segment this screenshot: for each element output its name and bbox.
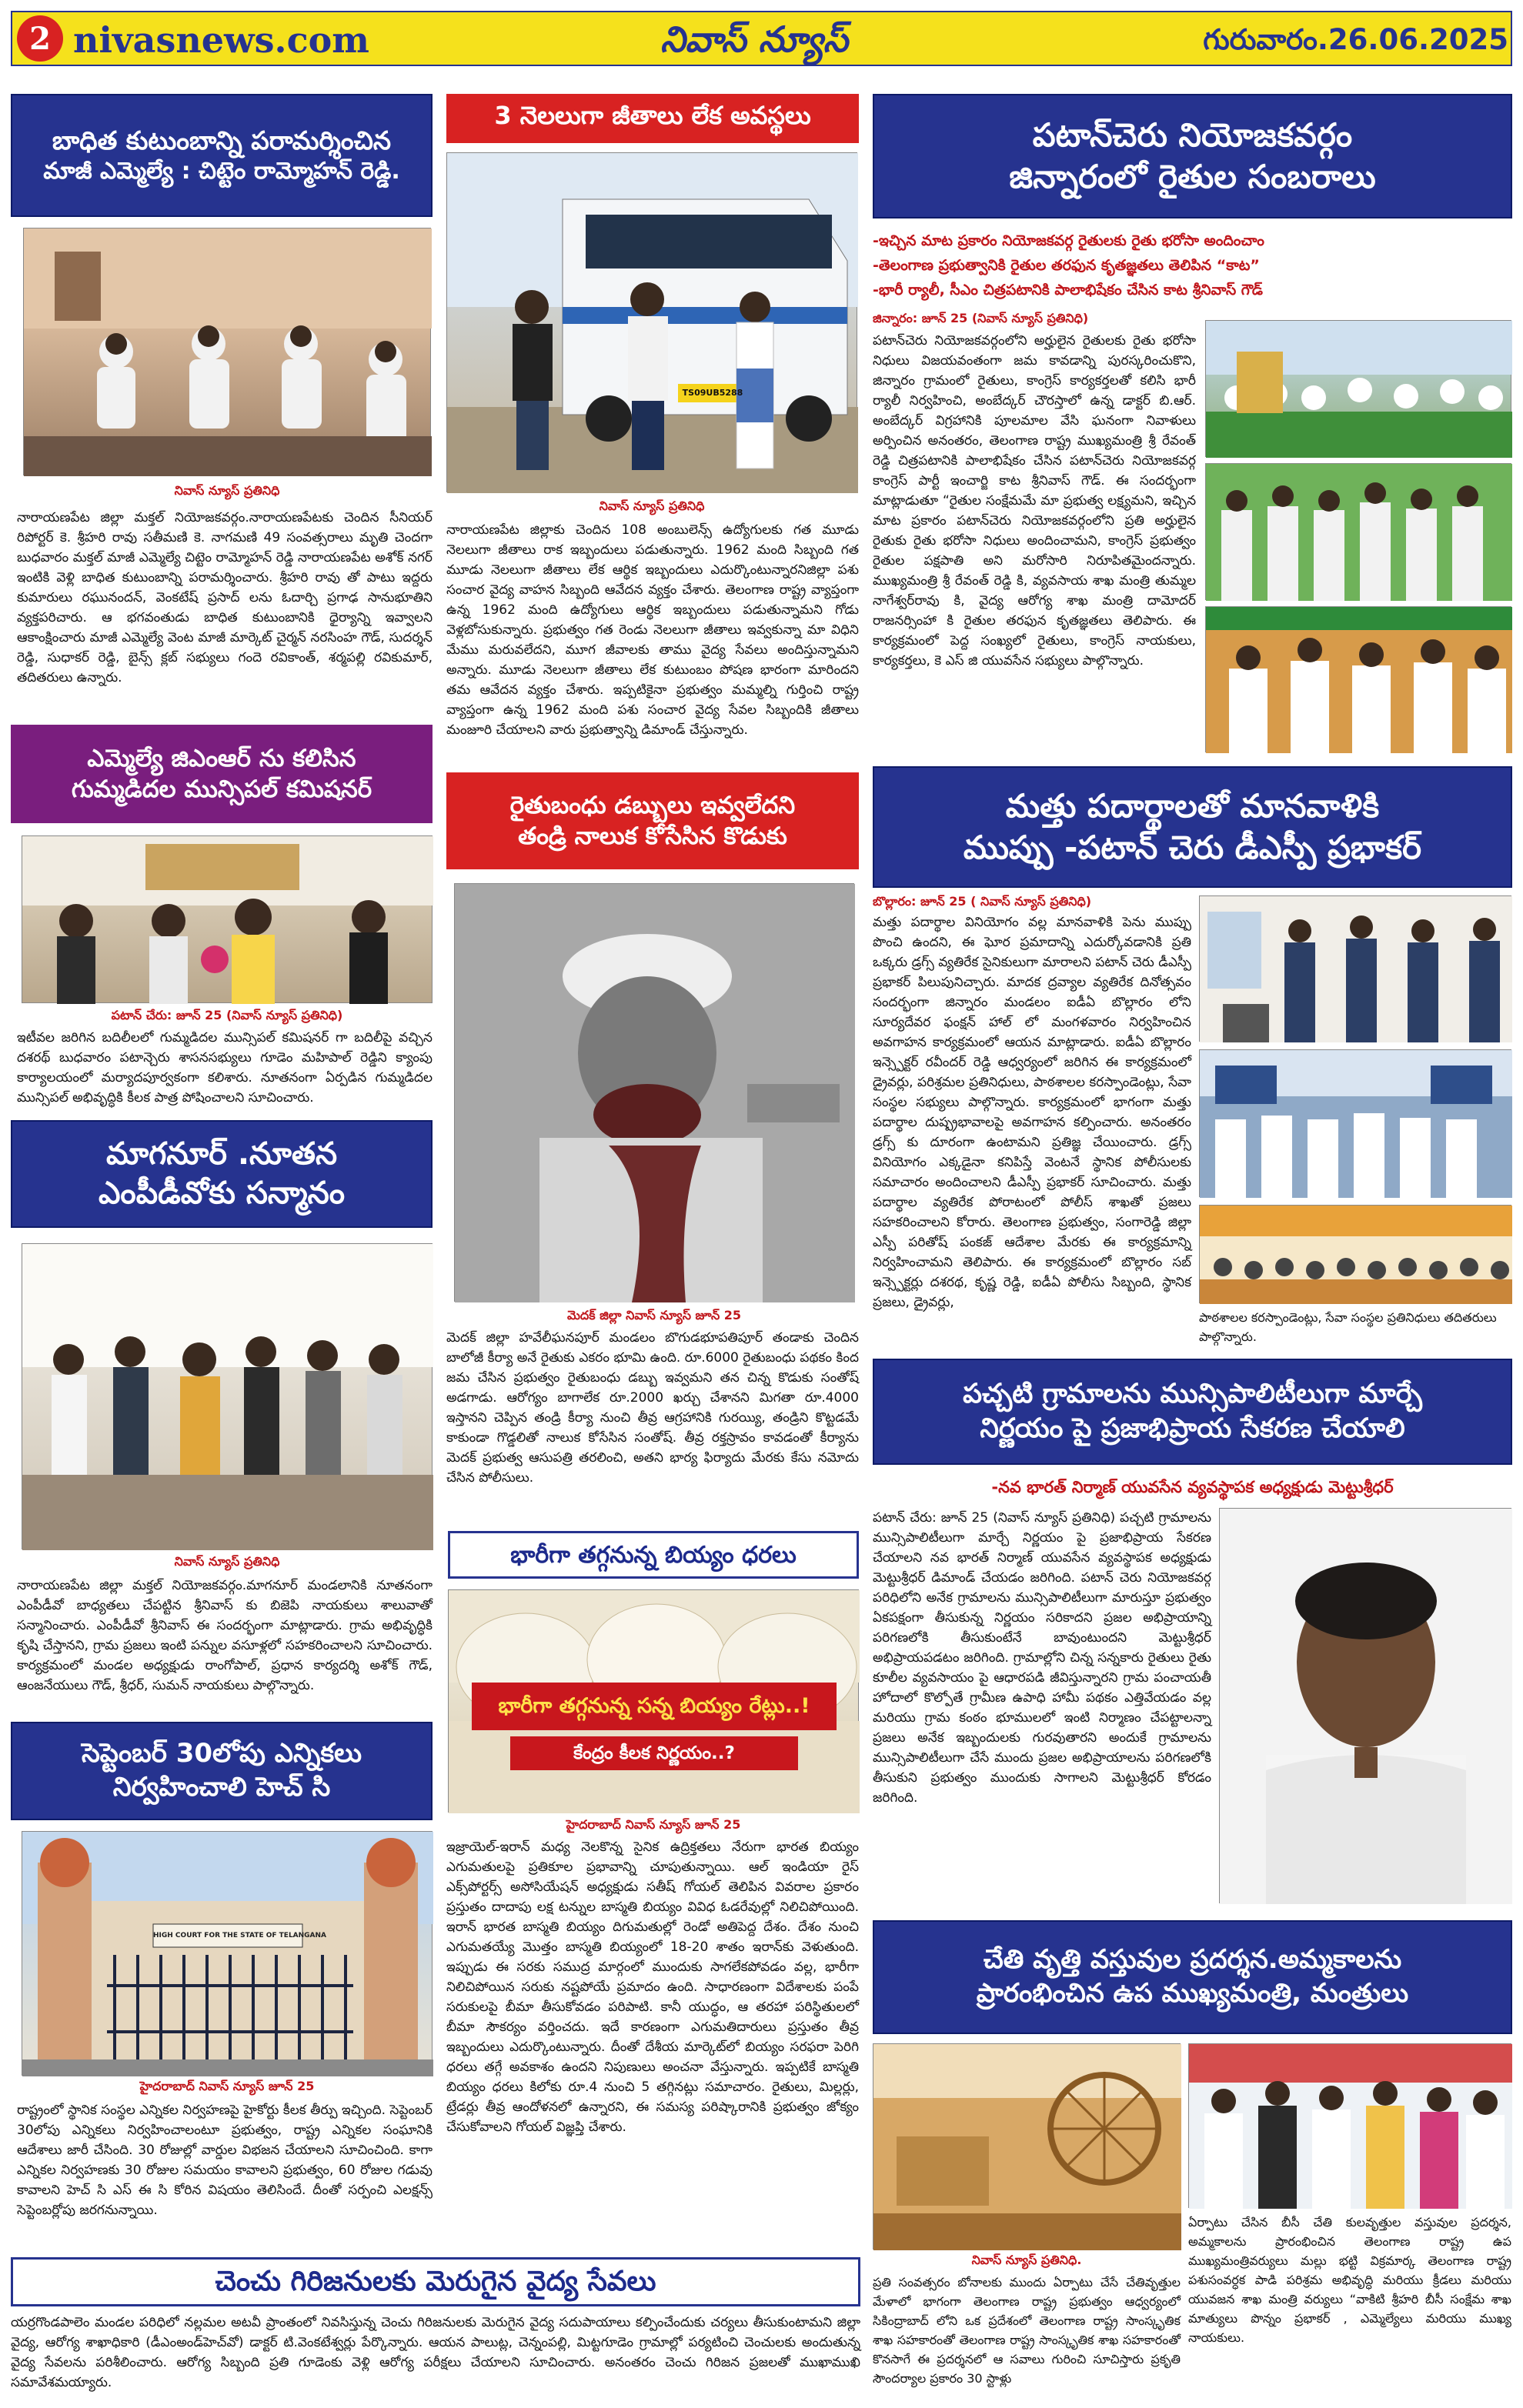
site-name[interactable]: nivasnews.com xyxy=(73,19,369,61)
a2-body: ఇటీవల జరిగిన బదిలీలలో గుమ్మడిదల మున్సిపల్ కమిషనర్ గా బదిలీపై వచ్చిన దశరథ్ బుధవారం పటాన్చెరు శాసనసభ్యులు గూడెం మహిపాల్ రెడ్డిని క్యాంపు కార్యాలయంలో మర్యాదపూర్వకంగా కలిశారు. నూతనంగా ఏర్పడిన గుమ్మడిదల మున్సిపల్ అభివృద్ధికి కీలక పాత్ర పోషించాలని సూచించారు. xyxy=(17,1030,433,1106)
a8-photo-rally xyxy=(1206,321,1512,458)
a8-photo-1 xyxy=(1205,320,1511,457)
a1-headline-line1: బాధిత కుటుంబాన్ని పరామర్శించిన xyxy=(52,125,392,155)
a11-headline-line1: చేతి వృత్తి వస్తువుల ప్రదర్శన.అమ్మకాలను xyxy=(983,1944,1402,1976)
a3-headline-line2: ఎంపీడీవోకు సన్మానం xyxy=(98,1176,346,1211)
a8-dateline: జిన్నారం: జూన్ 25 (నివాస్ న్యూస్ ప్రతినిధి) xyxy=(873,311,1089,325)
a3-headline xyxy=(11,1120,433,1228)
a4-headline xyxy=(11,1722,433,1820)
a6-headline xyxy=(446,772,859,869)
a5-caption: నివాస్ న్యూస్ ప్రతినిధి xyxy=(599,499,705,513)
a11-body-right: ఏర్పాటు చేసిన బీసీ చేతి కులవృత్తుల వస్తువుల ప్రదర్శన, అమ్మకాలను ప్రారంభించిన తెలంగాణ రాష్ట్ర ఉప ముఖ్యమంత్రివర్యులు మల్లు భట్టి విక్రమార్క తెలంగాణ రాష్ట్ర పశుసంవర్ధక పాడి పరిశ్రమ అభివృద్ధి మరియు క్రీడలు మరియు యువజన శాఖ మంత్రి వర్యులు “వాకిటి శ్రీహరి బీసీ సంక్షేమ శాఖ మాత్యులు పొన్నం ప్రభాకర్ , ఎమ్మెల్యేలు మరియు ముఖ్య నాయకులు. xyxy=(1188,2215,1511,2345)
a9-headline xyxy=(873,766,1512,888)
a4-photo xyxy=(22,1831,433,2076)
newspaper-title: నివాస్ న్యూస్ xyxy=(660,18,848,60)
a4-photo-highcourt xyxy=(22,1832,433,2076)
a3-photo xyxy=(22,1243,433,1549)
date-line: గురువారం.26.06.2025 xyxy=(1203,23,1508,56)
a9-headline-line2: ముప్పు -పటాన్ చెరు డీఎస్పీ ప్రభాకర్ xyxy=(963,829,1422,866)
a8-headline-line2: జిన్నారంలో రైతుల సంబరాలు xyxy=(1009,158,1376,195)
a6-headline-line1: రైతుబంధు డబ్బులు ఇవ్వలేదని xyxy=(509,791,796,819)
a10-headline xyxy=(873,1359,1512,1465)
a9-body: మత్తు పదార్థాల వినియోగం వల్ల మానవాళికి పెను ముప్పు పొంచి ఉందని, ఈ ఘోర ప్రమాదాన్ని ఎదుర్కోవడానికి ప్రతి ఒక్కరు డ్రగ్స్ వ్యతిరేక సైనికులుగా మారాలని పటాన్ చెరు డీఎస్పీ ప్రభాకర్ పిలుపునిచ్చారు. మాదక ద్రవ్యాల వ్యతిరేక దినోత్సవం సందర్భంగా జిన్నారం మండలం ఐడీఏ బొల్లారం లోని సూర్యదేవర ఫంక్షన్ హాల్ లో మంగళవారం నిర్వహించిన అవగాహన కార్యక్రమంలో ఆయన మాట్లాడారు. ఐడీఏ బొల్లారం ఇన్స్పెక్టర్ రవీందర్ రెడ్డి ఆధ్వర్యంలో జరిగిన ఈ కార్యక్రమంలో డ్రైవర్లు, పరిశ్రమల ప్రతినిధులు, పాఠశాలల కరస్పాండెంట్లు, సేవా సంస్థల సభ్యులు పాల్గొన్నారు. కార్యక్రమంలో భాగంగా మత్తు పదార్థాల దుష్ప్రభావాలపై అవగాహన కల్పించారు. అనంతరం డ్రగ్స్ కు దూరంగా ఉంటామని ప్రతిజ్ఞ చేయించారు. డ్రగ్స్ వినియోగం ఎక్కడైనా కనిపిస్తే వెంటనే స్థానిక పోలీసులకు సమాచారం అందించాలని డీఎస్పీ ప్రభాకర్ సూచించారు. మత్తు పదార్థాల వ్యతిరేక పోరాటంలో పోలీస్ శాఖతో ప్రజలు సహకరించాలని కోరారు. తెలంగాణ ప్రభుత్వం, సంగారెడ్డి జిల్లా ఎస్పీ పరితోష్ పంకజ్ ఆదేశాల మేరకు ఈ కార్యక్రమాన్ని నిర్వహించామని తెలిపారు. ఈ కార్యక్రమంలో బొల్లారం సబ్ ఇన్స్పెక్టర్లు దశరథ, కృష్ణ రెడ్డి, ఐడీఏ పోలీసు సిబ్బంది, స్థానిక ప్రజలు, డ్రైవర్లు, xyxy=(873,915,1191,1310)
a9-headline-line1: మత్తు పదార్థాలతో మానవాళికి xyxy=(1005,787,1380,825)
a3-caption: నివాస్ న్యూస్ ప్రతినిధి xyxy=(174,1554,280,1569)
a8-body: పటాన్‌చెరు నియోజకవర్గంలోని అర్హులైన రైతులకు రైతు భరోసా నిధులు విజయవంతంగా జమ కావడాన్ని పురస్కరించుకొని, జిన్నారం గ్రామంలో రైతులు, కాంగ్రెస్ కార్యకర్తలతో కలిసి భారీ ర్యాలీ నిర్వహించి, అంబేద్కర్ చౌరస్తాలో ఉన్న డాక్టర్ బి.ఆర్. అంబేద్కర్ విగ్రహానికి పూలమాల వేసి ఘనంగా నివాళులు అర్పించిన అనంతరం, తెలంగాణ రాష్ట్ర ముఖ్యమంత్రి శ్రీ రేవంత్ రెడ్డి చిత్రపటానికి పాలాభిషేకం చేసిన పటాన్‌చెరు నియోజకవర్గ కాంగ్రెస్ పార్టీ ఇంచార్జి కాట శ్రీనివాస్ గౌడ్. ఈ సందర్భంగా మాట్లాడుతూ “రైతుల సంక్షేమమే మా ప్రభుత్వ లక్ష్యమని, ఇచ్చిన మాట ప్రకారం పటాన్‌చెరు నియోజకవర్గంలోని ప్రతి అర్హులైన రైతుకు రైతు భరోసా నిధులు అందించామని, కాంగ్రెస్ ప్రభుత్వం రైతుల పక్షపాతి అని మరోసారి నిరూపితమైందన్నారు. ముఖ్యమంత్రి శ్రీ రేవంత్ రెడ్డి కి, వ్యవసాయ శాఖ మంత్రి తుమ్మల నాగేశ్వర్‌రావు కి, వైద్య ఆరోగ్య శాఖ మంత్రి దామోదర్ రాజనర్సింహా కి రైతుల తరఫున కృతజ్ఞతలు తెలిపారు. ఈ కార్యక్రమంలో పెద్ద సంఖ్యలో రైతులు, కాంగ్రెస్ నాయకులు, కార్యకర్తలు, కె ఎస్ జి యువసేన సభ్యులు పాల్గొన్నారు. xyxy=(873,333,1196,669)
a9-photo-1 xyxy=(1199,895,1511,1042)
a10-portrait-photo xyxy=(1220,1509,1512,1904)
a7-photo xyxy=(448,1589,859,1813)
a3-photo-scene xyxy=(22,1244,433,1550)
a1-headline-line2: మాజీ ఎమ్మెల్యే : చిట్టెం రామ్మోహన్ రెడ్డి. xyxy=(43,157,400,185)
a8-subhead-1: -ఇచ్చిన మాట ప్రకారం నియోజకవర్గ రైతులకు రైతు భరోసా అందించాం xyxy=(873,232,1264,249)
a6-photo-victim xyxy=(455,884,855,1302)
page-number-badge: 2 xyxy=(17,15,63,62)
a2-photo-scene xyxy=(22,836,433,1004)
a11-headline xyxy=(873,1920,1512,2034)
a2-photo xyxy=(22,835,433,1003)
a10-subhead: -నవ భారత్ నిర్మాణ్ యువసేన వ్యవస్థాపక అధ్యక్షుడు మెట్టుశ్రీధర్ xyxy=(991,1478,1394,1496)
a4-headline-line2: నిర్వహించాలి హెచ్ సి xyxy=(112,1772,331,1803)
a6-body: మెదక్ జిల్లా హవేలీఘనపూర్ మండలం బొగుడభూపతిపూర్ తండాకు చెందిన బాలోజీ కీర్యా అనే రైతుకు ఎకరం భూమి ఉంది. రూ.6000 రైతుబంధు పథకం కింద జమ చేసిన ప్రభుత్వం రైతుబంధు డబ్బు ఇవ్వమని తన చిన్న కొడుకు సంతోష్ అడగాడు. ఆరోగ్యం బాగాలేక రూ.2000 ఖర్చు చేశానని మిగతా రూ.4000 ఇస్తానని చెప్పిన తండ్రి కీర్యా నుంచి తీవ్ర ఆగ్రహానికి గురయ్యి, తండ్రిని కొట్టడమే కాకుండా గొడ్డలితో నాలుక కోసేసిన సంతోష్. తీవ్ర రక్తస్రావం కావడంతో కీర్యాను మెదక్ ప్రభుత్వ ఆసుపత్రి తరలించి, అతని భార్య ఫిర్యాదు మేరకు కేసు నమోదు చేసిన పోలీసులు. xyxy=(446,1330,859,1486)
a11-headline-line2: ప్రారంభించిన ఉప ముఖ్యమంత్రి, మంత్రులు xyxy=(976,1978,1409,2009)
a11-photo-crafts xyxy=(873,2044,1181,2250)
a4-headline-line1: సెప్టెంబర్ 30లోపు ఎన్నికలు xyxy=(81,1738,362,1769)
a6-headline-line2: తండ్రి నాలుక కోసేసిన కొడుకు xyxy=(518,822,787,850)
a8-subhead-3: -భారీ ర్యాలీ, సీఎం చిత్రపటానికి పాలాభిషేకం చేసిన కాట శ్రీనివాస్ గౌడ్ xyxy=(873,282,1263,298)
a9-photo-pledge xyxy=(1200,896,1512,1042)
a9-photo-3 xyxy=(1199,1205,1511,1303)
a11-caption: నివాస్ న్యూస్ ప్రతినిధి. xyxy=(971,2253,1082,2267)
a3-headline-line1: మాగనూర్ .నూతన xyxy=(105,1136,338,1172)
a5-headline: 3 నెలలుగా జీతాలు లేక అవస్థలు xyxy=(446,94,859,143)
a10-portrait xyxy=(1219,1508,1511,1903)
a5-photo-ambulance xyxy=(447,153,858,493)
a9-photo-audience xyxy=(1200,1206,1512,1304)
a6-caption: మెదక్ జిల్లా నివాస్ న్యూస్ జూన్ 25 xyxy=(566,1308,742,1322)
a9-caption: పాఠశాలల కరస్పాండెంట్లు, సేవా సంస్థల ప్రతినిధులు తదితరులు పాల్గొన్నారు. xyxy=(1199,1310,1497,1344)
a8-headline xyxy=(873,94,1512,218)
a10-headline-line2: నిర్ణయం పై ప్రజాభిప్రాయ సేకరణ చేయాలి xyxy=(980,1413,1405,1444)
a8-photo-crowd xyxy=(1206,464,1512,601)
a1-photo xyxy=(23,228,431,475)
a10-headline-line1: పచ్చటి గ్రామాలను మున్సిపాలిటీలుగా మార్చే xyxy=(963,1379,1422,1410)
a7-banner: భారీగా తగ్గనున్న సన్న బియ్యం రేట్లు..! xyxy=(472,1683,837,1730)
a9-dateline: బొల్లారం: జూన్ 25 ( నివాస్ న్యూస్ ప్రతినిధి) xyxy=(873,894,1092,909)
a7-body: ఇజ్రాయెల్-ఇరాన్ మధ్య నెలకొన్న సైనిక ఉద్రిక్తతలు నేరుగా భారత బియ్యం ఎగుమతులపై ప్రతికూల ప్రభావాన్ని చూపుతున్నాయి. ఆల్ ఇండియా రైస్ ఎక్స్‌పోర్టర్స్ అసోసియేషన్ అధ్యక్షుడు సతీష్ గోయల్ తెలిపిన వివరాల ప్రకారం ప్రస్తుతం దాదాపు లక్ష టన్నుల బాస్మతి బియ్యం వివిధ ఓడరేవుల్లో నిలిచిపోయింది. ఇరాన్ భారత బాస్మతి బియ్యం దిగుమతుల్లో రెండో అతిపెద్ద దేశం. దేశం నుంచి ఎగుమతయ్యే మొత్తం బాస్మతి బియ్యంలో 18-20 శాతం ఇరాన్‌కు వెళుతుంది. ఇప్పుడు ఈ సరకు సముద్ర మార్గంలో ముందుకు సాగలేకపోవడం వల్ల, భారీగా నిలిచిపోయిన సరుకు నష్టపోయే ప్రమాదం ఉంది. సాధారణంగా విదేశాలకు పంపే సరుకులపై బీమా తీసుకోవడం పరిపాటి. కానీ యుద్ధం, ఆ తరహా పరిస్థితులలో బీమా సౌకర్యం వర్తించదు. ఇదే కారణంగా ఎగుమతిదారులు ప్రస్తుతం తీవ్ర ఇబ్బందులు ఎదుర్కొంటున్నారు. దీంతో దేశీయ మార్కెట్‌లో బియ్యం సరఫరా పెరిగి ధరలు తగ్గే అవకాశం ఉందని నిపుణులు అంచనా వేస్తున్నారు. ఇప్పటికే బాస్మతి బియ్యం ధరలు కిలోకు రూ.4 నుంచి 5 తగ్గినట్లు సమాచారం. రైతులు, మిల్లర్లు, ట్రేడర్లు తీవ్ర ఆందోళనలో ఉన్నారని, ఈ సమస్య పరిష్కారానికి ప్రభుత్వం జోక్యం చేసుకోవాలని గోయల్ విజ్ఞప్తి చేశారు. xyxy=(446,1839,859,2135)
a4-body: రాష్ట్రంలో స్థానిక సంస్థల ఎన్నికల నిర్వహణపై హైకోర్టు కీలక తీర్పు ఇచ్చింది. సెప్టెంబర్ 30లోపు ఎన్నికలు నిర్వహించాలంటూ ప్రభుత్వం, రాష్ట్ర ఎన్నికల సంఘానికి ఆదేశాలు జారీ చేసింది. 30 రోజుల్లో వార్డుల విభజన చేయాలని సూచించింది. కాగా ఎన్నికల నిర్వహణకు 30 రోజుల సమయం కావాలని ప్రభుత్వం, 60 రోజుల గడువు కావాలని హెచ్ సి ఎస్ ఈ సి కోరిన విషయం తెలిసిందే. దీంతో సర్పంచి ఎలక్షన్స్ సెప్టెంబర్లోపు జరగనున్నాయి. xyxy=(17,2103,433,2218)
a1-caption: నివాస్ న్యూస్ ప్రతినిధి xyxy=(174,483,280,498)
a9-photo-stage xyxy=(1200,1050,1512,1198)
a12-headline: చెంచు గిరిజనులకు మెరుగైన వైద్య సేవలు xyxy=(11,2257,860,2306)
a2-dateline: పటాన్ చేరు: జూన్ 25 (నివాస్ న్యూస్ ప్రతినిధి) xyxy=(111,1008,343,1022)
a2-headline-line1: ఎమ్మెల్యే జిఎంఆర్ ను కలిసిన xyxy=(87,744,356,772)
a4-photo-banner: HIGH COURT FOR THE STATE OF TELANGANA xyxy=(153,1932,327,1939)
a5-body: నారాయణపేట జిల్లాకు చెందిన 108 అంబులెన్స్ ఉద్యోగులకు గత మూడు నెలలుగా జీతాలు రాక ఇబ్బందులు పడుతున్నారు. 1962 మంది సిబ్బంది గత మూడు నెలలుగా జీతాలు లేక ఆర్థిక ఇబ్బందులు ఎదుర్కొంటున్నారనిజిల్లా పశు సంచార వైద్య వాహన సిబ్బంది ఆవేదన వ్యక్తం చేశారు. తెలంగాణ రాష్ట్ర వ్యాప్తంగా ఉన్న 1962 మంది ఉద్యోగులు ఆర్థిక ఇబ్బందులు పడుతున్నామని గోడు వెళ్లబోసుకున్నారు. ప్రభుత్వం గత రెండు నెలలుగా జీతాలు ఇవ్వకున్నా మా విధిని మేము మరువలేదని, మూగ జీవాలకు తాము వైద్య సేవలు అందిస్తున్నామని అన్నారు. మూడు నెలలుగా జీతాలు లేక కుటుంబం పోషణ భారంగా మారిందని తమ ఆవేదన వ్యక్తం చేశారు. ఇప్పటికైనా ప్రభుత్వం మమ్మల్ని గుర్తించి రాష్ట్ర వ్యాప్తంగా ఉన్న 1962 మంది పశు సంచార వైద్య సేవల సిబ్బందికి జీతాలు మంజూరి చేయాలని వారు ప్రభుత్వాన్ని డిమాండ్ చేస్తున్నారు. xyxy=(446,522,859,738)
a12-body: యర్రగొండపాలెం మండల పరిధిలో నల్లమల అటవీ ప్రాంతంలో నివసిస్తున్న చెంచు గిరిజనులకు మెరుగైన వైద్య సదుపాయాలు కల్పించేందుకు చర్యలు తీసుకుంటామని జిల్లా వైద్య, ఆరోగ్య శాఖాధికారి (డీఎంఅండ్‌హెచ్‌వో) డాక్టర్ టి.వెంకటేశ్వర్లు పేర్కొన్నారు. ఆయన పాలుట్ల, చెన్నంపల్లి, మిట్టగూడెం గ్రామాల్లో పర్యటించి చెంచులకు అందుతున్న వైద్య సేవలను పరిశీలించారు. ఆరోగ్య సిబ్బంది ప్రతి గూడెంకు వెళ్లి ఆరోగ్య పరీక్షలు చేయాలని సూచించారు. అనంతరం చెంచు గిరిజన ప్రజలతో ముఖాముఖి సమావేశమయ్యారు. xyxy=(11,2315,860,2390)
a11-photo-1 xyxy=(873,2043,1181,2250)
a11-photo-ministers xyxy=(1189,2044,1512,2209)
a5-photo xyxy=(446,152,857,492)
a5-number-plate: TS09UB5288 xyxy=(682,388,743,398)
a2-headline-line2: గుమ్మడిదల మున్సిపల్ కమిషనర్ xyxy=(71,775,372,803)
a8-photo-celebration xyxy=(1206,607,1512,753)
a11-photo-2 xyxy=(1188,2043,1511,2208)
a4-caption: హైదరాబాద్ నివాస్ న్యూస్ జూన్ 25 xyxy=(139,2079,315,2093)
a1-photo-scene xyxy=(24,228,432,476)
a11-body-left: ప్రతి సంవత్సరం బోనాలకు ముందు ఏర్పాటు చేసే చేతివృత్తుల మేళాలో భాగంగా తెలంగాణ రాష్ట్ర ప్రభుత్వం ఆధ్వర్యంలో సికింద్రాబాద్ లోని ఒక ప్రదేశంలో తెలంగాణ రాష్ట్ర సాంస్కృతిక శాఖ సహకారంతో తెలంగాణ రాష్ట్ర సాంస్కృతిక శాఖ సహకారంతో కొనసాగే ఈ ప్రదర్శనలో ఆ సవాలు గురించి సూచిస్తారు ప్రకృతి సౌందర్యాల ప్రకారం 30 స్టాళ్లు xyxy=(873,2275,1181,2386)
a10-body: పటాన్ చేరు: జూన్ 25 (నివాస్ న్యూస్ ప్రతినిధి) పచ్చటి గ్రామాలను మున్సిపాలిటీలుగా మార్చే నిర్ణయం పై ప్రజాభిప్రాయ సేకరణ చేయాలని నవ భారత్ నిర్మాణ్ యువసేన వ్యవస్థాపక అధ్యక్షుడు మెట్టుశ్రీధర్ డిమాండ్ చేయడం జరిగింది. పటాన్ చెరు నియోజకవర్గ పరిధిలోని అనేక గ్రామాలను మున్సిపాలిటీలుగా మారుస్తూ ప్రభుత్వం ఏకపక్షంగా తీసుకున్న నిర్ణయం సరికాదని ప్రజల అభిప్రాయాన్ని పరిగణలోకి తీసుకుంటేనే బావుంటుందని మెట్టుశ్రీధర్ అభిప్రాయపడటం జరిగింది. గ్రామాల్లోని చిన్న సన్నకారు రైతులు రైతు కూలీల వ్యవసాయం పై ఆధారపడి జీవిస్తున్నారని గ్రామ పంచాయతీ హోదాలో కొల్పోతే గ్రామీణ ఉపాధి హామీ పథకం ఎత్తివేయడం వల్ల మరియు గ్రామ కంఠం భూములలో ఇంటి నిర్మాణం చేపట్టాలన్నా ప్రజలు అనేక ఇబ్బందులకు గురవుతారని అందుకే గ్రామాలను మున్సిపాలిటీలుగా చేసే ముందు ప్రజల అభిప్రాయాలను పరిగణలోకి తీసుకుని ప్రభుత్వం ముందుకు సాగాలని మెట్టుశ్రీధర్ కోరడం జరిగింది. xyxy=(873,1510,1211,1806)
a8-headline-line1: పటాన్‌చెరు నియోజకవర్గం xyxy=(1032,116,1353,155)
a2-headline xyxy=(11,725,433,823)
a8-photo-3 xyxy=(1205,606,1511,752)
a7-headline: భారీగా తగ్గనున్న బియ్యం ధరలు xyxy=(448,1531,859,1579)
a8-photo-2 xyxy=(1205,463,1511,600)
a7-banner-sub: కేంద్రం కీలక నిర్ణయం..? xyxy=(510,1736,798,1770)
a7-caption: హైదరాబాద్ నివాస్ న్యూస్ జూన్ 25 xyxy=(566,1817,741,1832)
a8-subhead-2: -తెలంగాణ ప్రభుత్వానికి రైతుల తరఫున కృతజ్ఞతలు తెలిపిన “కాట” xyxy=(873,257,1260,274)
a3-body: నారాయణపేట జిల్లా మక్తల్ నియోజకవర్గం.మాగనూర్ మండలానికి నూతనంగా ఎంపీడీవో బాధ్యతలు చేపట్టిన శ్రీనివాస్ కు బిజెపి నాయకులు శాలువాతో సన్మానించారు. ఎంపీడీవో శ్రీనివాస్ ఈ సందర్భంగా మాట్లాడారు. గ్రామ అభివృద్ధికి కృషి చేస్తానని, గ్రామ ప్రజలు ఇంటి పన్నుల వసూళ్లలో సహకరించాలని సూచించారు. కార్యక్రమంలో మండల అధ్యక్షుడు రాంగోపాల్, ప్రధాన కార్యదర్శి అశోక్ గౌడ్, ఆంజనేయులు గౌడ్, శ్రీధర్, సుమన్ నాయకులు పాల్గొన్నారు. xyxy=(17,1578,433,1693)
a1-headline xyxy=(11,94,433,217)
a6-photo xyxy=(454,883,854,1302)
a1-body: నారాయణపేట జిల్లా మక్తల్ నియోజకవర్గం.నారాయణపేటకు చెందిన సీనియర్ రిపోర్టర్ కె. శ్రీహరి రావు సతీమణి కె. నాగమణి 49 సంవత్సరాలు మృతి చెందగా బుధవారం మక్తల్ మాజీ ఎమ్మెల్యే చిట్టెం రామ్మోహన్ రెడ్డి నారాయణపేట అశోక్ నగర్ ఇంటికి వెళ్లి బాధిత కుటుంబాన్ని పరామర్శించారు. శ్రీహరి రావు తో పాటు ఇద్దరు కుమారులు రఘునందన్, వెంకటేష్ ప్రసాద్ లను ఓదార్చి ప్రగాఢ సానుభూతిని వ్యక్తపరిచారు. ఆ భగవంతుడు బాధిత కుటుంబానికి ధైర్యాన్ని ఇవ్వాలని ఆకాంక్షించారు మాజీ ఎమ్మెల్యే వెంట మాజీ మార్కెట్ చైర్మన్ నరసింహ గౌడ్, సుదర్శన్ రెడ్డి, సుధాకర్ రెడ్డి, బైన్స్ క్లబ్ సభ్యులు గందె రవికాంత్, శర్మపల్లి రవికుమార్, తదితరులు ఉన్నారు. xyxy=(17,510,433,685)
a9-photo-2 xyxy=(1199,1049,1511,1197)
